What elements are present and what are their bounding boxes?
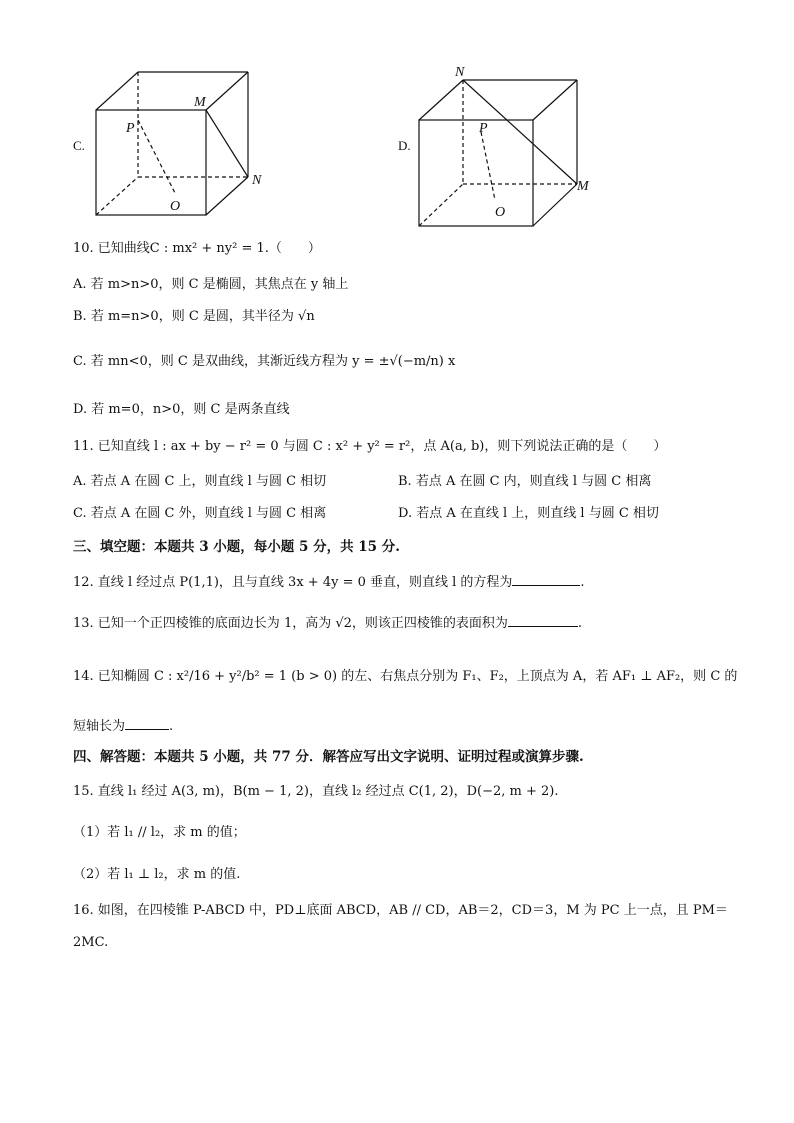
q11-stem: 11. 已知直线 l : ax + by − r² = 0 与圆 C : x² + y² = r²，点 A(a, b)，则下列说法正确的是（ ）: [73, 439, 667, 454]
q14-text: 短轴长为: [73, 719, 126, 734]
q12: [73, 573, 585, 592]
q11-option-c: C. 若点 A 在圆 C 外，则直线 l 与圆 C 相离: [73, 506, 327, 521]
q15-part-1: （1）若 l₁ // l₂，求 m 的值；: [73, 825, 246, 840]
q13-text: 13. 已知一个正四棱锥的底面边长为 1，高为 √2，则该正四棱锥的表面积为: [73, 616, 508, 631]
figure-c: [60, 60, 280, 230]
figure-c-cube-diagram: [60, 60, 280, 230]
figure-c-label-n: N: [252, 173, 262, 188]
q10-option-c: C. 若 mn<0，则 C 是双曲线，其渐近线方程为 y = ±√(−m/n) x: [73, 354, 456, 369]
figure-d-label-p: P: [479, 121, 488, 136]
q10-stem: 10. 已知曲线C : mx² + ny² = 1.（ ）: [73, 241, 321, 256]
q14-end: .: [169, 719, 174, 734]
figure-d-option-label: D.: [398, 138, 411, 153]
q14-line-1: 14. 已知椭圆 C : x²/16 + y²/b² = 1 (b > 0) 的左、右焦点分别为 F₁、F₂，上顶点为 A，若 AF₁ ⊥ AF₂，则 C 的: [73, 669, 738, 684]
q14-line-2: [73, 717, 173, 736]
section-4-heading: 四、解答题：本题共 5 小题，共 77 分．解答应写出文字说明、证明过程或演算步骤.: [73, 749, 584, 765]
q16-line-2: 2MC.: [73, 935, 109, 950]
figure-d-label-m: M: [577, 179, 589, 194]
q14-answer-blank: [125, 717, 169, 730]
q12-text: 12. 直线 l 经过点 P(1,1)，且与直线 3x + 4y = 0 垂直，则直线 l 的方程为: [73, 575, 513, 590]
q12-end: .: [580, 575, 585, 590]
figure-d-label-n: N: [455, 65, 465, 80]
q11-option-b: B. 若点 A 在圆 C 内，则直线 l 与圆 C 相离: [398, 474, 652, 489]
figure-d-label-o: O: [495, 205, 506, 220]
figure-d: [385, 60, 605, 230]
figure-d-cube-diagram: [385, 60, 605, 230]
figure-c-label-p: P: [126, 121, 135, 136]
q15-part-2: （2）若 l₁ ⊥ l₂，求 m 的值.: [73, 867, 241, 882]
q10-option-a: A. 若 m>n>0，则 C 是椭圆，其焦点在 y 轴上: [73, 277, 349, 292]
figure-c-label-o: O: [170, 199, 181, 214]
q10-option-d: D. 若 m=0，n>0，则 C 是两条直线: [73, 402, 290, 417]
q10-option-b: B. 若 m=n>0，则 C 是圆，其半径为 √n: [73, 309, 315, 324]
figure-c-option-label: C.: [73, 138, 85, 153]
q12-answer-blank: [512, 573, 580, 586]
q13-end: .: [577, 616, 583, 631]
q15-stem: 15. 直线 l₁ 经过 A(3, m)，B(m − 1, 2)，直线 l₂ 经过点 C(1, 2)，D(−2, m + 2).: [73, 784, 559, 799]
q13: [73, 614, 582, 633]
figure-c-label-m: M: [194, 95, 206, 110]
q11-option-a: A. 若点 A 在圆 C 上，则直线 l 与圆 C 相切: [73, 474, 327, 489]
q13-answer-blank: [508, 614, 578, 627]
section-3-heading: 三、填空题：本题共 3 小题，每小题 5 分，共 15 分.: [73, 539, 400, 555]
q16-line-1: 16. 如图，在四棱锥 P-ABCD 中，PD⊥底面 ABCD，AB // CD，AB＝2，CD＝3，M 为 PC 上一点，且 PM＝: [73, 903, 728, 918]
q11-option-d: D. 若点 A 在直线 l 上，则直线 l 与圆 C 相切: [398, 506, 659, 521]
